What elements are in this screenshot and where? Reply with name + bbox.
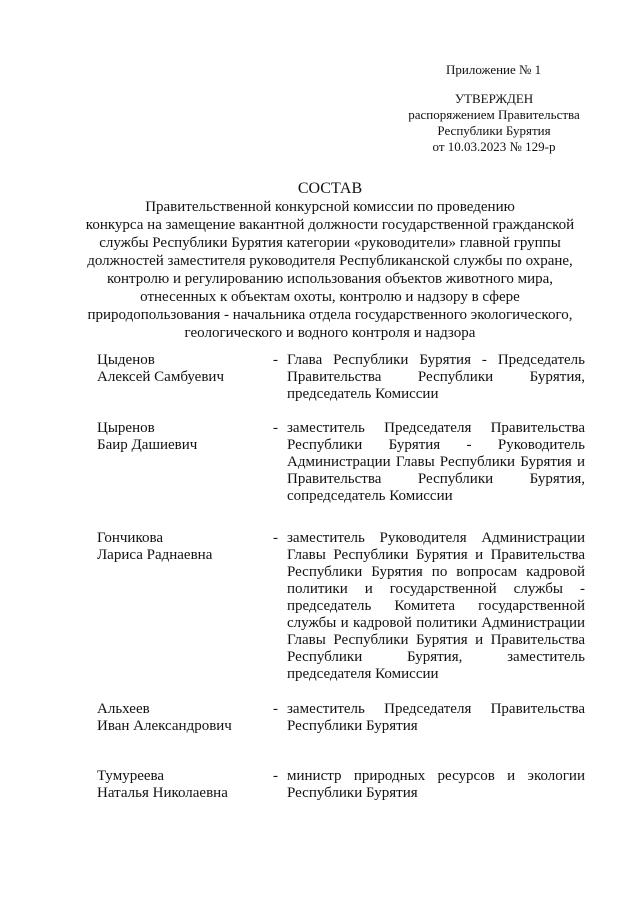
title-line: отнесенных к объектам охоты, контролю и надзору в сфере	[140, 289, 520, 305]
member-surname: Цыденов	[97, 352, 155, 368]
member-role: заместитель Председателя Правительства Республики Бурятия - Руководитель Администрации Главы Республики Бурятия и Правительства Республики Бурятия, сопредседатель Комиссии	[287, 420, 585, 504]
document-title-block	[60, 180, 600, 342]
title-line: службы Республики Бурятия категории «руководители» главной группы	[99, 235, 561, 251]
separator-dash: -	[273, 420, 278, 436]
member-name	[97, 701, 267, 735]
members-list	[97, 352, 585, 802]
approved-by-line-2: Республики Бурятия	[437, 123, 551, 138]
member-entry	[97, 701, 585, 768]
member-surname: Гончикова	[97, 530, 164, 546]
title-line: конкурса на замещение вакантной должности государственной гражданской	[85, 217, 575, 233]
document-title: СОСТАВ	[297, 180, 363, 197]
member-role: заместитель Руководителя Администрации Главы Республики Бурятия и Правительства Республики Бурятия по вопросам кадровой политики и государственной службы - председатель Комитета государственной службы и кадровой политики Администрации Главы Республики Бурятия и Правительства Республики Бурятия, заместитель председателя Комиссии	[287, 530, 585, 682]
member-given-names: Наталья Николаевна	[97, 785, 228, 801]
member-role: министр природных ресурсов и экологии Республики Бурятия	[287, 768, 585, 801]
member-entry	[97, 768, 585, 802]
title-line: контролю и регулированию использования объектов животного мира,	[106, 271, 554, 287]
approved-label: УТВЕРЖДЕН	[454, 91, 534, 106]
approved-by-line-1: распоряжением Правительства	[408, 107, 580, 122]
separator-dash: -	[273, 530, 278, 546]
member-role: заместитель Председателя Правительства Республики Бурятия	[287, 701, 585, 734]
member-name	[97, 768, 267, 802]
approved-date: от 10.03.2023 № 129-р	[432, 139, 556, 154]
approval-stamp	[403, 91, 585, 155]
member-given-names: Лариса Раднаевна	[97, 547, 213, 563]
title-line: геологического и водного контроля и надзора	[184, 325, 476, 341]
separator-dash: -	[273, 701, 278, 717]
title-line: природопользования - начальника отдела государственного экологического,	[87, 307, 573, 323]
member-given-names: Иван Александрович	[97, 718, 232, 734]
title-line: должностей заместителя руководителя Республиканской службы по охране,	[87, 253, 573, 269]
member-name	[97, 352, 267, 386]
member-surname: Тумуреева	[97, 768, 165, 784]
separator-dash: -	[273, 352, 278, 368]
member-entry	[97, 420, 585, 530]
member-given-names: Алексей Самбуевич	[97, 369, 224, 385]
appendix-label: Приложение № 1	[446, 62, 542, 77]
member-entry	[97, 352, 585, 420]
member-entry	[97, 530, 585, 701]
separator-dash: -	[273, 768, 278, 784]
member-name	[97, 420, 267, 454]
member-given-names: Баир Дашиевич	[97, 437, 198, 453]
member-name	[97, 530, 267, 564]
member-surname: Альхеев	[97, 701, 150, 717]
member-role: Глава Республики Бурятия - Председатель Правительства Республики Бурятия, председатель Комиссии	[287, 352, 585, 402]
title-line: Правительственной конкурсной комиссии по проведению	[145, 199, 515, 215]
member-surname: Цыренов	[97, 420, 155, 436]
